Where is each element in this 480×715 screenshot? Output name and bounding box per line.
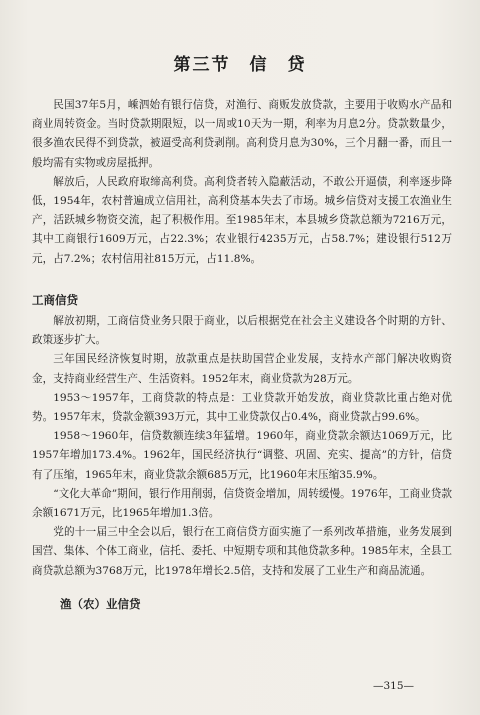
intro-paragraph: 解放后，人民政府取缔高利贷。高利贷者转入隐蔽活动，不敢公开逼债，利率逐步降低，1954年，农村普遍成立信用社，高利贷基本失去了市场。城乡信贷对支援工农渔业生产，活跃城乡物资交流，起了积极作用。至1985年末，本县城乡贷款总额为7216万元，其中工商银行1609万元，占22.3%；农业银行4235万元，占58.7%；建设银行512万元，占7.2%；农村信用社815万元，占11.8%。: [32, 175, 452, 265]
page-body: [32, 96, 452, 616]
section-paragraph: 三年国民经济恢复时期，放款重点是扶助国营企业发展，支持水产部门解决收购资金，支持商业经营生产、生活资料。1952年末，商业贷款为28万元。: [32, 353, 452, 385]
section-paragraph: 1958～1960年，信贷数额连续3年猛增。1960年，商业贷款余额达1069万元，比1957年增加173.4%。1962年，国民经济执行“调整、巩固、充实、提高”的方针，信贷有了压缩，1965年末，商业贷款余额685万元，比1960年末压缩35.9%。: [32, 430, 452, 481]
section-paragraph: 1953～1957年，工商贷款的特点是：工业贷款开始发放，商业贷款比重占绝对优势。1957年末，贷款金额393万元，其中工业贷款仅占0.4%，商业贷款占99.6%。: [32, 391, 452, 424]
section-paragraph: 解放初期，工商信贷业务只限于商业，以后根据党在社会主义建设各个时期的方针、政策逐步扩大。: [32, 315, 452, 347]
section-gap: [32, 269, 452, 291]
intro-paragraph: 民国37年5月，嵊泗始有银行信贷，对渔行、商贩发放贷款，主要用于收购水产品和商业周转资金。当时贷款期限短，以一周或10天为一期，利率为月息2分。贷款数量少，很多渔农民得不到贷款，被逼受高利贷剥削。高利贷月息为30%，三个月翻一番，而且一般均需有实物或房屋抵押。: [32, 99, 452, 169]
page-number: —315—: [372, 680, 414, 692]
section-heading-industry-commerce-credit: 工商信贷: [32, 292, 78, 307]
section-paragraph: “文化大革命”期间，银行作用削弱，信贷资金增加，周转缓慢。1976年，工商业贷款余额1671万元，比1965年增加1.3倍。: [32, 487, 452, 520]
section-heading-fishery-agriculture-credit: 渔（农）业信贷: [60, 596, 141, 611]
section-paragraph: 党的十一届三中全会以后，银行在工商信贷方面实施了一系列改革措施，业务发展到国营、集体、个体工商业，信托、委托、中短期专项和其他贷款多种。1985年末，全县工商贷款总额为3768万元，比1978年增长2.5倍，支持和发展了工业生产和商品流通。: [32, 526, 452, 577]
page-title: 第三节 信 贷: [173, 55, 307, 75]
